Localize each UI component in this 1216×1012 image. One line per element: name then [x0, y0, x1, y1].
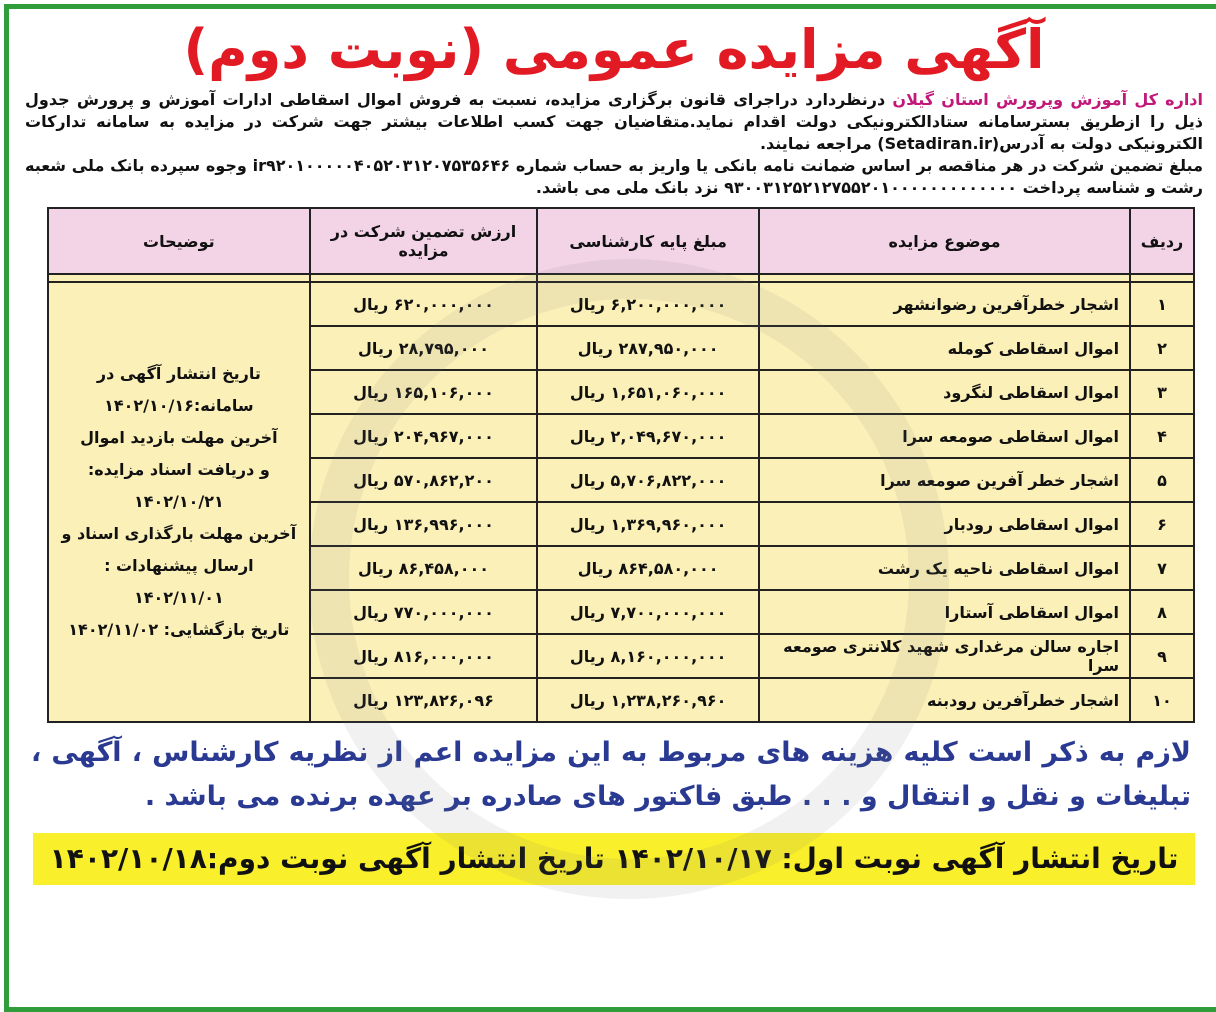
header-topic: موضوع مزایده: [759, 208, 1130, 274]
notes-line: آخرین مهلت بازدید اموال: [80, 428, 278, 447]
row-number: ۵: [1130, 458, 1194, 502]
row-base-price: ۵,۷۰۶,۸۲۲,۰۰۰ ریال: [537, 458, 759, 502]
spacer-cell: [310, 274, 538, 282]
row-base-price: ۲,۰۴۹,۶۷۰,۰۰۰ ریال: [537, 414, 759, 458]
row-topic: اموال اسقاطی رودبار: [759, 502, 1130, 546]
spacer-cell: [48, 274, 310, 282]
spacer-cell: [537, 274, 759, 282]
row-base-price: ۱,۳۶۹,۹۶۰,۰۰۰ ریال: [537, 502, 759, 546]
table-spacer-row: [48, 274, 1194, 282]
header-deposit: ارزش تضمین شرکت در مزایده: [310, 208, 538, 274]
row-number: ۷: [1130, 546, 1194, 590]
row-deposit: ۱۶۵,۱۰۶,۰۰۰ ریال: [310, 370, 538, 414]
table-header-row: [48, 208, 1194, 274]
notes-line: و دریافت اسناد مزایده:: [87, 460, 270, 479]
row-deposit: ۲۸,۷۹۵,۰۰۰ ریال: [310, 326, 538, 370]
row-number: ۱: [1130, 282, 1194, 326]
row-deposit: ۱۳۶,۹۹۶,۰۰۰ ریال: [310, 502, 538, 546]
publication-dates-bar: تاریخ انتشار آگهی نوبت اول: ۱۴۰۲/۱۰/۱۷ تاریخ انتشار آگهی نوبت دوم:۱۴۰۲/۱۰/۱۸: [33, 833, 1195, 885]
row-topic: اجاره سالن مرغداری شهید کلانتری صومعه سرا: [759, 634, 1130, 678]
row-deposit: ۷۷۰,۰۰۰,۰۰۰ ریال: [310, 590, 538, 634]
guarantee-text: مبلغ تضمین شرکت در هر مناقصه بر اساس ضمانت نامه بانکی یا واریز به حساب شماره ir۹۲۰۱۰۰۰۰۰۴۰۵۲۰۳۱۲۰۷۵۳۵۶۴۶ وجوه سپرده بانک ملی شعبه رشت و شناسه پرداخت ۹۳۰۰۳۱۲۵۲۱۲۷۵۵۲۰۱۰۰۰۰۰۰۰۰۰۰۰۰۰ نزد بانک ملی می باشد.: [25, 156, 1203, 197]
row-number: ۱۰: [1130, 678, 1194, 722]
row-base-price: ۱,۶۵۱,۰۶۰,۰۰۰ ریال: [537, 370, 759, 414]
header-base-price: مبلغ پایه کارشناسی: [537, 208, 759, 274]
row-topic: اموال اسقاطی کومله: [759, 326, 1130, 370]
row-topic: اشجار خطر آفرین صومعه سرا: [759, 458, 1130, 502]
row-number: ۹: [1130, 634, 1194, 678]
row-topic: اموال اسقاطی ناحیه یک رشت: [759, 546, 1130, 590]
header-row-number: ردیف: [1130, 208, 1194, 274]
row-base-price: ۷,۷۰۰,۰۰۰,۰۰۰ ریال: [537, 590, 759, 634]
row-deposit: ۵۷۰,۸۶۲,۲۰۰ ریال: [310, 458, 538, 502]
row-topic: اشجار خطرآفرین رودبنه: [759, 678, 1130, 722]
notes-cell: [48, 282, 310, 722]
notes-line: ارسال پیشنهادات : ۱۴۰۲/۱۱/۰۱: [104, 556, 254, 607]
spacer-cell: [759, 274, 1130, 282]
row-topic: اموال اسقاطی صومعه سرا: [759, 414, 1130, 458]
row-topic: اموال اسقاطی آستارا: [759, 590, 1130, 634]
row-number: ۲: [1130, 326, 1194, 370]
cost-notice: لازم به ذکر است کلیه هزینه های مربوط به این مزایده اعم از نظریه کارشناس ، آگهی ، تبلیغات و نقل و انتقال و . . . طبق فاکتور های صادره بر عهده برنده می باشد .: [31, 737, 1191, 812]
intro-paragraph: [25, 89, 1203, 199]
spacer-cell: [1130, 274, 1194, 282]
row-base-price: ۲۸۷,۹۵۰,۰۰۰ ریال: [537, 326, 759, 370]
notes-line: ۱۴۰۲/۱۰/۲۱: [133, 492, 224, 511]
row-base-price: ۶,۲۰۰,۰۰۰,۰۰۰ ریال: [537, 282, 759, 326]
auction-table: [47, 207, 1195, 723]
row-number: ۴: [1130, 414, 1194, 458]
notes-line: آخرین مهلت بارگذاری اسناد و: [61, 524, 297, 543]
row-deposit: ۱۲۳,۸۲۶,۰۹۶ ریال: [310, 678, 538, 722]
row-deposit: ۲۰۴,۹۶۷,۰۰۰ ریال: [310, 414, 538, 458]
header-notes: توضیحات: [48, 208, 310, 274]
intro-body: درنظردارد دراجرای قانون برگزاری مزایده، نسبت به فروش اموال اسقاطی ادارات آموزش و پرورش جدول ذیل را ازطریق بسترسامانه ستادالکترونیکی دولت اقدام نماید.متقاضیان جهت کسب اطلاعات بیشتر جهت شرکت در مزایده به سامانه تدارکات الکترونیکی دولت به آدرس(Setadiran.ir) مراجعه نمایند.: [25, 90, 1203, 153]
table-row: [48, 282, 1194, 326]
row-number: ۶: [1130, 502, 1194, 546]
page-title: آگهی مزایده عمومی (نوبت دوم): [183, 18, 1045, 81]
row-deposit: ۶۲۰,۰۰۰,۰۰۰ ریال: [310, 282, 538, 326]
row-deposit: ۸۶,۴۵۸,۰۰۰ ریال: [310, 546, 538, 590]
row-topic: اشجار خطرآفرین رضوانشهر: [759, 282, 1130, 326]
organization-name: اداره کل آموزش وپرورش استان گیلان: [892, 90, 1203, 109]
notes-line: تاریخ انتشار آگهی در: [96, 364, 261, 383]
row-topic: اموال اسقاطی لنگرود: [759, 370, 1130, 414]
row-number: ۸: [1130, 590, 1194, 634]
row-number: ۳: [1130, 370, 1194, 414]
notes-line: سامانه:۱۴۰۲/۱۰/۱۶: [104, 396, 254, 415]
ad-frame: [4, 4, 1216, 1012]
row-base-price: ۸۶۴,۵۸۰,۰۰۰ ریال: [537, 546, 759, 590]
row-base-price: ۸,۱۶۰,۰۰۰,۰۰۰ ریال: [537, 634, 759, 678]
row-base-price: ۱,۲۳۸,۲۶۰,۹۶۰ ریال: [537, 678, 759, 722]
row-deposit: ۸۱۶,۰۰۰,۰۰۰ ریال: [310, 634, 538, 678]
notes-line: تاریخ بازگشایی: ۱۴۰۲/۱۱/۰۲: [68, 620, 290, 639]
